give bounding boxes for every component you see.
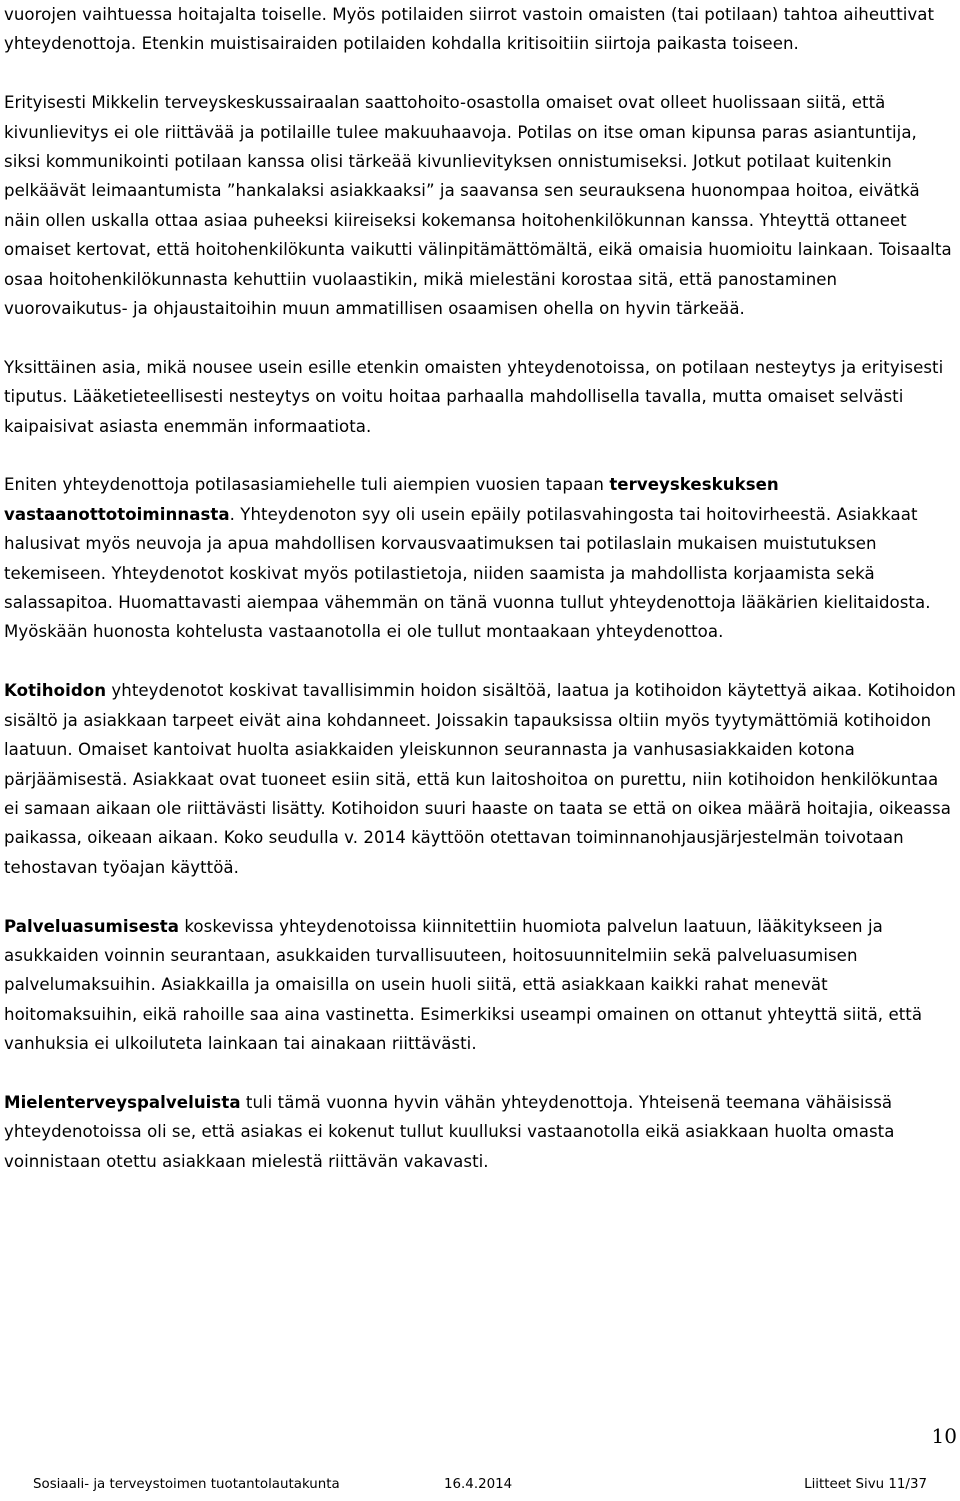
paragraph [4,676,956,882]
paragraph-bold-term: Kotihoidon [4,681,107,701]
paragraph-text: . Yhteydenoton syy oli usein epäily potilasvahingosta tai hoitovirheestä. Asiakkaat halusivat myös neuvoja ja apua mahdollisen korvausvaatimuksen tai potilaslain mukaisen muistutuksen tekemiseen. Yhteydenotot koskivat myös potilastietoja, niiden saamista ja mahdollista korjaamista sekä salassapitoa. Huomattavasti aiempaa vähemmän on tänä vuonna tullut yhteydenottoja lääkärien kielitaidosta. Myöskään huonosta kohtelusta vastaanotolla ei ole tullut montaakaan yhteydenottoa. [4,504,931,642]
paragraph-bold-term: terveyskeskuksen vastaanottotoiminnasta [4,475,779,524]
page-footer [0,1474,960,1496]
footer-date: 16.4.2014 [444,1477,513,1492]
paragraph [4,0,956,59]
paragraph [4,88,956,323]
paragraph-text: Eniten yhteydenottoja potilasasiamiehelle tuli aiempien vuosien tapaan [4,475,610,495]
document-body [4,0,956,1176]
paragraph [4,353,956,441]
paragraph-text: yhteydenotot koskivat tavallisimmin hoidon sisältöä, laatua ja kotihoidon käytettyä aikaa. Kotihoidon sisältö ja asiakkaan tarpeet eivät aina kohdanneet. Joissakin tapauksissa oltiin myös tyytymättömiä kotihoidon laatuun. Omaiset kantoivat huolta asiakkaiden yleiskunnon seurannasta ja vanhusasiakkaiden kotona pärjäämisestä. Asiakkaat ovat tuoneet esiin sitä, että kun laitoshoitoa on purettu, niin kotihoidon henkilökuntaa ei samaan aikaan ole riittävästi lisätty. Kotihoidon suuri haaste on taata se että on oikea määrä hoitajia, oikeassa paikassa, oikeaan aikaan. Koko seudulla v. 2014 käyttöön otettavan toiminnanohjausjärjestelmän toivotaan tehostavan työajan käyttöä. [4,681,956,877]
page-number: 10 [931,1424,957,1448]
paragraph-text: Erityisesti Mikkelin terveyskeskussairaalan saattohoito-osastolla omaiset ovat olleet huolissaan siitä, että kivunlievitys ei ole riittävää ja potilaille tulee makuuhaavoja. Potilas on itse oman kipunsa paras asiantuntija, siksi kommunikointi potilaan kanssa olisi tärkeää kivunlievityksen onnistumiseksi. Jotkut potilaat kuitenkin pelkäävät leimaantumista ”hankalaksi asiakkaaksi” ja saavansa sen seurauksena huonompaa hoitoa, eivätkä näin ollen uskalla ottaa asiaa puheeksi kiireiseksi kokemansa hoitohenkilökunnan kanssa. Yhteyttä ottaneet omaiset kertovat, että hoitohenkilökunta vaikutti välinpitämättömältä, eikä omaisia huomioitu lainkaan. Toisaalta osaa hoitohenkilökunnasta kehuttiin vuolaastikin, mikä mielestäni korostaa sitä, että panostaminen vuorovaikutus- ja ohjaustaitoihin muun ammatillisen osaamisen ohella on hyvin tärkeää. [4,93,952,319]
paragraph-text: Yksittäinen asia, mikä nousee usein esille etenkin omaisten yhteydenotoissa, on potilaan nesteytys ja erityisesti tiputus. Lääketieteellisesti nesteytys on voitu hoitaa parhaalla mahdollisella tavalla, mutta omaiset selvästi kaipaisivat asiasta enemmän informaatiota. [4,357,944,436]
paragraph [4,1088,956,1176]
paragraph-text: koskevissa yhteydenotoissa kiinnitettiin huomiota palvelun laatuun, lääkitykseen ja asukkaiden voinnin seurantaan, asukkaiden turvallisuuteen, hoitosuunnitelmiin sekä palveluasumisen palvelumaksuihin. Asiakkailla ja omaisilla on usein huoli siitä, että asiakkaan kaikki rahat menevät hoitomaksuihin, eikä rahoille saa aina vastinetta. Esimerkiksi useampi omainen on ottanut yhteyttä siitä, että vanhuksia ei ulkoiluteta lainkaan tai ainakaan riittävästi. [4,916,923,1054]
footer-page-reference: Liitteet Sivu 11/37 [804,1477,927,1492]
footer-organization: Sosiaali- ja terveystoimen tuotantolautakunta [33,1477,340,1492]
paragraph-bold-term: Palveluasumisesta [4,916,180,936]
paragraph-bold-term: Mielenterveyspalveluista [4,1092,241,1112]
paragraph [4,470,956,646]
paragraph-text: tuli tämä vuonna hyvin vähän yhteydenottoja. Yhteisenä teemana vähäisissä yhteydenotoissa oli se, että asiakas ei kokenut tullut kuulluksi vastaanotolla eikä asiakkaan huolta omasta voinnistaan otettu asiakkaan mielestä riittävän vakavasti. [4,1092,895,1171]
paragraph [4,912,956,1059]
paragraph-text: vuorojen vaihtuessa hoitajalta toiselle. Myös potilaiden siirrot vastoin omaisten (tai potilaan) tahtoa aiheuttivat yhteydenottoja. Etenkin muistisairaiden potilaiden kohdalla kritisoitiin siirtoja paikasta toiseen. [4,5,935,54]
